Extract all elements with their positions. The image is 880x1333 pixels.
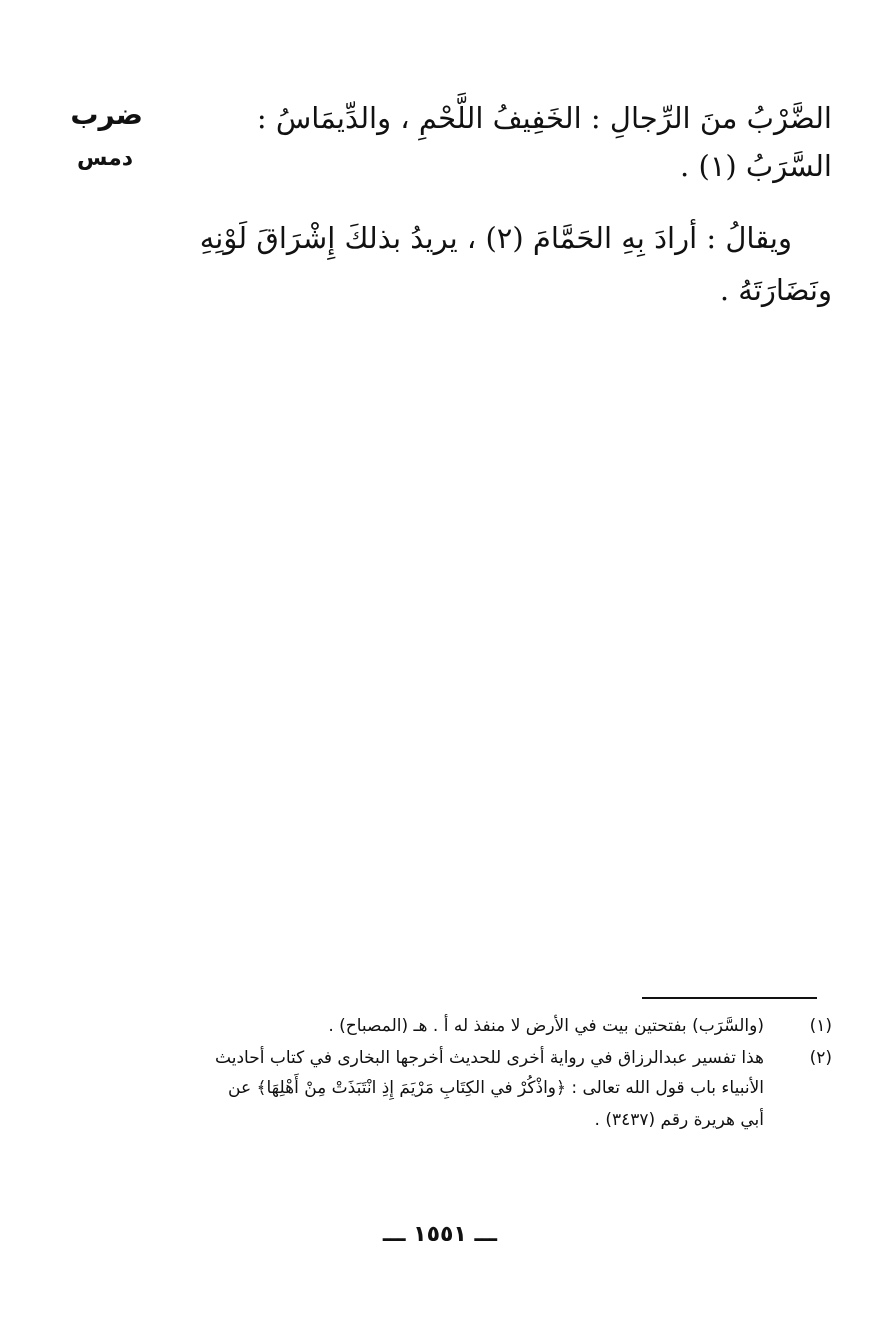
footnote-2-continuation-2: أبي هريرة رقم (٣٤٣٧) . (594, 1110, 764, 1130)
body-line-1: الضَّرْبُ منَ الرِّجالِ : الخَفِيفُ اللَّحْمِ ، والدِّيمَاسُ : (256, 101, 832, 135)
margin-headword-darb: ضرب (70, 98, 143, 131)
body-line-4: ونَضَارَتَهُ . (719, 273, 832, 307)
footnote-2-continuation-1: الأنبياء باب قول الله تعالى : ﴿واذْكُرْ في الكِتَابِ مَرْيَمَ إِذِ انْتَبَذَتْ مِنْ أَهْلِهَا﴾ عن (228, 1078, 764, 1098)
footnote-separator (642, 997, 817, 999)
body-line-3: ويقالُ : أرادَ بِهِ الحَمَّامَ (٢) ، يريدُ بذلكَ إِشْرَاقَ لَوْنِهِ (199, 221, 792, 255)
page-number: ـــ ١٥٥١ ـــ (382, 1222, 498, 1247)
footnote-1-text: (والسَّرَب) بفتحتين بيت في الأرض لا منفذ له أ . هـ (المصباح) . (328, 1016, 764, 1036)
body-line-2: السَّرَبُ (١) . (680, 149, 832, 183)
footnote-2-text: هذا تفسير عبدالرزاق في رواية أخرى للحديث أخرجها البخارى في كتاب أحاديث (215, 1048, 764, 1068)
footnote-2-number: (٢) (809, 1048, 832, 1068)
margin-headword-dams: دمس (76, 146, 133, 171)
footnote-1-number: (١) (809, 1016, 832, 1036)
